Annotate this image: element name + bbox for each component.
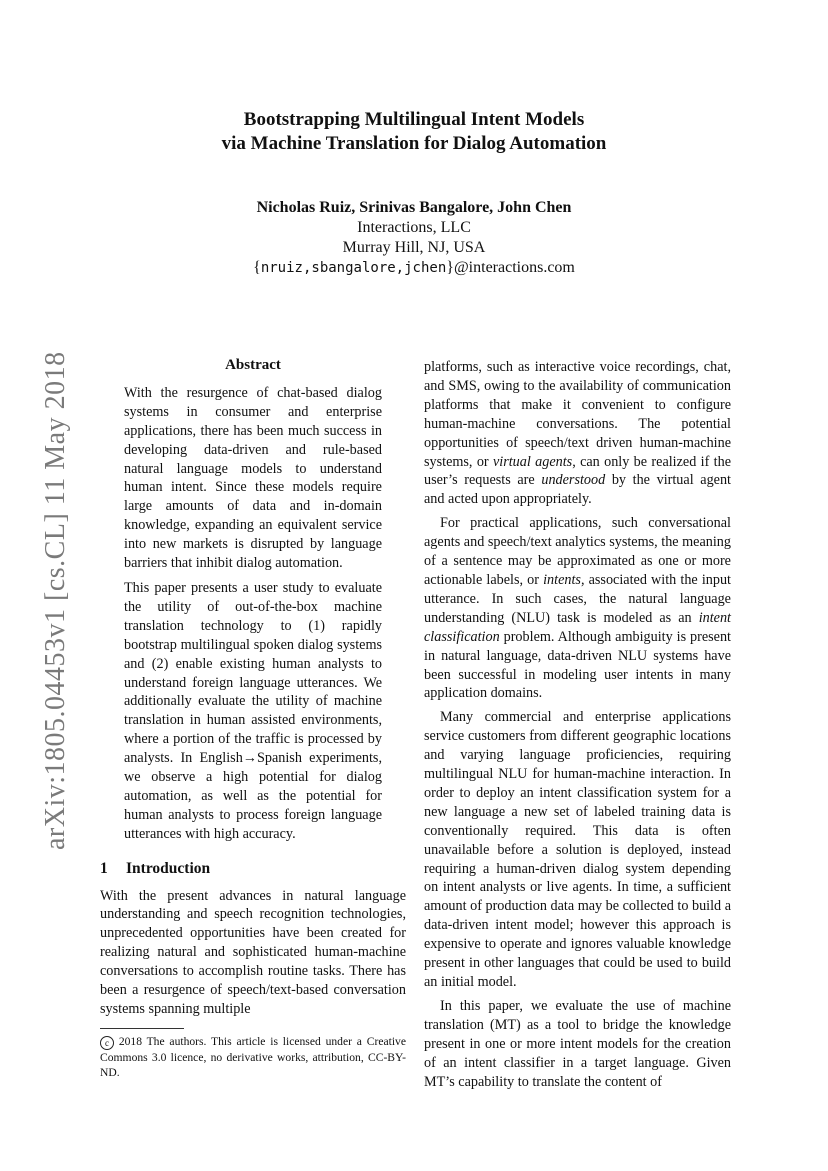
right-paragraph-3: Many commercial and enterprise applications service customers from different geographic locations and varying language proficiencies, requiring multilingual NLU for human-machine interaction. In order to deploy an intent classification system for a new language a new set of labeled training data is conventionally required. This data is often unavailable before a solution is deployed, instead requiring a human-driven dialog system depending on intent analysts or live agents. In time, a sufficient amount of production data may be collected to build a data-driven intent model; however this approach is expensive to operate and ignores valuable knowledge present in other languages that could be used to build an initial model. xyxy=(424,709,731,990)
copyright-symbol: c xyxy=(100,1036,114,1050)
title-line-2: via Machine Translation for Dialog Automation xyxy=(221,133,607,154)
right-paragraph-2 xyxy=(424,514,731,703)
abstract-heading: Abstract xyxy=(225,357,281,373)
emphasis-understood: understood xyxy=(541,472,606,489)
arxiv-stamp-text: arXiv:1805.04453v1 [cs.CL] 11 May 2018 xyxy=(40,351,71,850)
right-paragraph-4: In this paper, we evaluate the use of machine translation (MT) as a tool to bridge the knowledge present in one or more intent models for the creation of an intent classifier in a target language. Given MT’s capability to translate the content of xyxy=(424,997,731,1090)
right-column xyxy=(424,358,731,1096)
author-block xyxy=(0,198,828,278)
footnote xyxy=(100,1034,406,1080)
text-run: , can only be realized if the user’s requests are xyxy=(424,453,731,489)
emphasis-virtual-agents: virtual agents xyxy=(492,453,573,470)
right-paragraph-1 xyxy=(424,358,731,509)
abstract-paragraph-2: This paper presents a user study to evaluate the utility of out-of-the-box machine translation technology to (1) rapidly bootstrap multilingual spoken dialog systems and (2) enable existing human analysts to understand foreign language utterances. We additionally evaluate the utility of machine translation in human assisted environments, where a portion of the traffic is processed by analysts. In English→Spanish experiments, we observe a high potential for dialog automation, as well as the potential for human analysts to process foreign language utterances with high accuracy. xyxy=(124,579,382,842)
section-heading-introduction xyxy=(100,860,406,879)
email-domain: @interactions.com xyxy=(453,259,575,276)
text-run: , associated with the input utterance. In such cases, the natural language understanding (NLU) task is modeled as an xyxy=(424,571,731,626)
footnote-rule xyxy=(100,1028,184,1029)
text-run: problem. Although ambiguity is present in natural language, data-driven NLU systems have been successful in modeling user intents in many application domains. xyxy=(424,628,731,702)
emphasis-intent-classification: intent classification xyxy=(424,609,731,645)
title-line-1: Bootstrapping Multilingual Intent Models xyxy=(243,109,585,130)
text-run: by the virtual agent and acted upon appropriately. xyxy=(424,472,732,508)
section-number: 1 xyxy=(100,859,108,877)
abstract-paragraph-1: With the resurgence of chat-based dialog systems in consumer and enterprise applications, there has been much success in developing data-driven and rule-based natural language models to understand human intent. Since these models require large amounts of data and in-domain knowledge, expanding an equivalent service into new markets is disrupted by language barriers that inhibit dialog automation. xyxy=(124,384,382,572)
emphasis-intents: intents xyxy=(543,571,581,588)
author-emails: {nruiz,sbangalore,jchen}@interactions.com xyxy=(253,259,575,276)
text-run: platforms, such as interactive voice recordings, chat, and SMS, owing to the availability of communication platforms that make it convenient to configure human-machine conversations. The potential opportunities of speech/text driven human-machine systems, or xyxy=(424,359,731,470)
email-users: nruiz,sbangalore,jchen xyxy=(260,260,447,276)
location: Murray Hill, NJ, USA xyxy=(342,239,486,256)
text-run: For practical applications, such conversational agents and speech/text analytics systems, the meaning of a sentence may be approximated as one or more actionable labels, or xyxy=(424,515,731,588)
paper-title xyxy=(0,108,828,156)
intro-paragraph-1: With the present advances in natural language understanding and speech recognition technologies, unprecedented opportunities have been created for realizing natural and sophisticated human-machine conversations to accomplish routine tasks. There has been a resurgence of speech/text-based conversation systems spanning multiple xyxy=(100,887,406,1017)
left-column xyxy=(100,356,406,1019)
abstract xyxy=(100,356,406,844)
section-title-text: Introduction xyxy=(126,859,211,877)
footnote-text: 2018 The authors. This article is licensed under a Creative Commons 3.0 licence, no derivative works, attribution, CC-BY-ND. xyxy=(100,1035,406,1079)
author-names: Nicholas Ruiz, Srinivas Bangalore, John Chen xyxy=(256,199,572,216)
affiliation: Interactions, LLC xyxy=(357,219,471,236)
